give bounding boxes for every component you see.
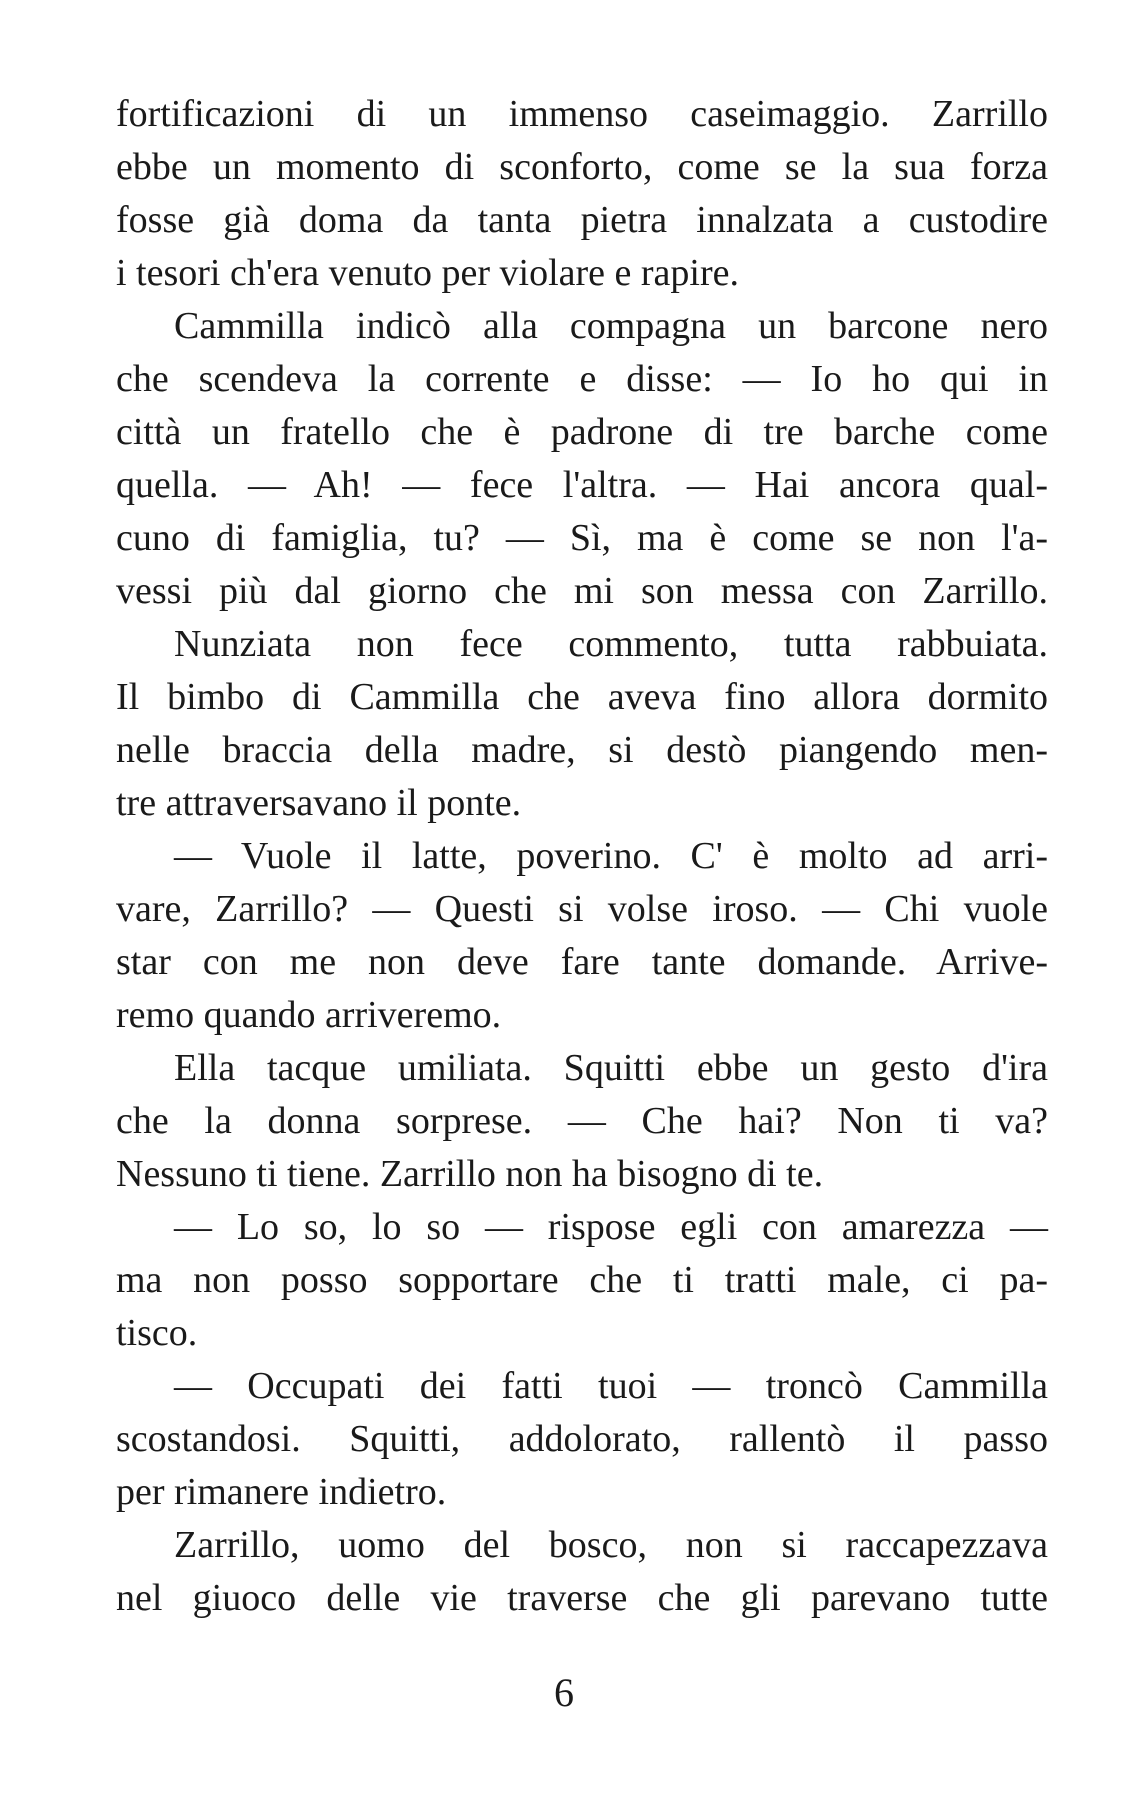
text-line: cuno di famiglia, tu? — Sì, ma è come se non l'a- <box>116 517 1048 559</box>
text-line: Nessuno ti tiene. Zarrillo non ha bisogno di te. <box>116 1153 824 1195</box>
text-line: scostandosi. Squitti, addolorato, rallentò il passo <box>116 1418 1048 1460</box>
text-line: che la donna sorprese. — Che hai? Non ti va? <box>116 1100 1048 1142</box>
text-line: remo quando arriveremo. <box>116 994 502 1036</box>
text-line: vessi più dal giorno che mi son messa con Zarrillo. <box>116 570 1048 612</box>
text-line: nelle braccia della madre, si destò piangendo men- <box>116 729 1048 771</box>
text-line: vare, Zarrillo? — Questi si volse iroso. — Chi vuole <box>116 888 1048 930</box>
text-line: Nunziata non fece commento, tutta rabbuiata. <box>174 623 1048 665</box>
text-line: — Vuole il latte, poverino. C' è molto ad arri- <box>174 835 1048 877</box>
text-line: fosse già doma da tanta pietra innalzata a custodire <box>116 199 1048 241</box>
text-line: nel giuoco delle vie traverse che gli parevano tutte <box>116 1577 1048 1619</box>
text-line: tre attraversavano il ponte. <box>116 782 522 824</box>
text-line: città un fratello che è padrone di tre barche come <box>116 411 1048 453</box>
page-number: 6 <box>554 1670 574 1715</box>
text-line: fortificazioni di un immenso caseimaggio. Zarrillo <box>116 93 1048 135</box>
text-line: Il bimbo di Cammilla che aveva fino allora dormito <box>116 676 1048 718</box>
text-line: per rimanere indietro. <box>116 1471 447 1513</box>
book-page-text <box>116 88 1048 1625</box>
text-line: — Occupati dei fatti tuoi — troncò Cammilla <box>174 1365 1048 1407</box>
text-line: Ella tacque umiliata. Squitti ebbe un gesto d'ira <box>174 1047 1048 1089</box>
text-line: ma non posso sopportare che ti tratti male, ci pa- <box>116 1259 1048 1301</box>
text-line: ebbe un momento di sconforto, come se la sua forza <box>116 146 1048 188</box>
text-line: star con me non deve fare tante domande. Arrive- <box>116 941 1048 983</box>
text-line: tisco. <box>116 1312 198 1354</box>
text-line: che scendeva la corrente e disse: — Io ho qui in <box>116 358 1048 400</box>
text-line: Zarrillo, uomo del bosco, non si raccapezzava <box>174 1524 1048 1566</box>
text-line: quella. — Ah! — fece l'altra. — Hai ancora qual- <box>116 464 1048 506</box>
text-line: i tesori ch'era venuto per violare e rapire. <box>116 252 739 294</box>
text-line: — Lo so, lo so — rispose egli con amarezza — <box>174 1206 1048 1248</box>
text-line: Cammilla indicò alla compagna un barcone nero <box>174 305 1048 347</box>
